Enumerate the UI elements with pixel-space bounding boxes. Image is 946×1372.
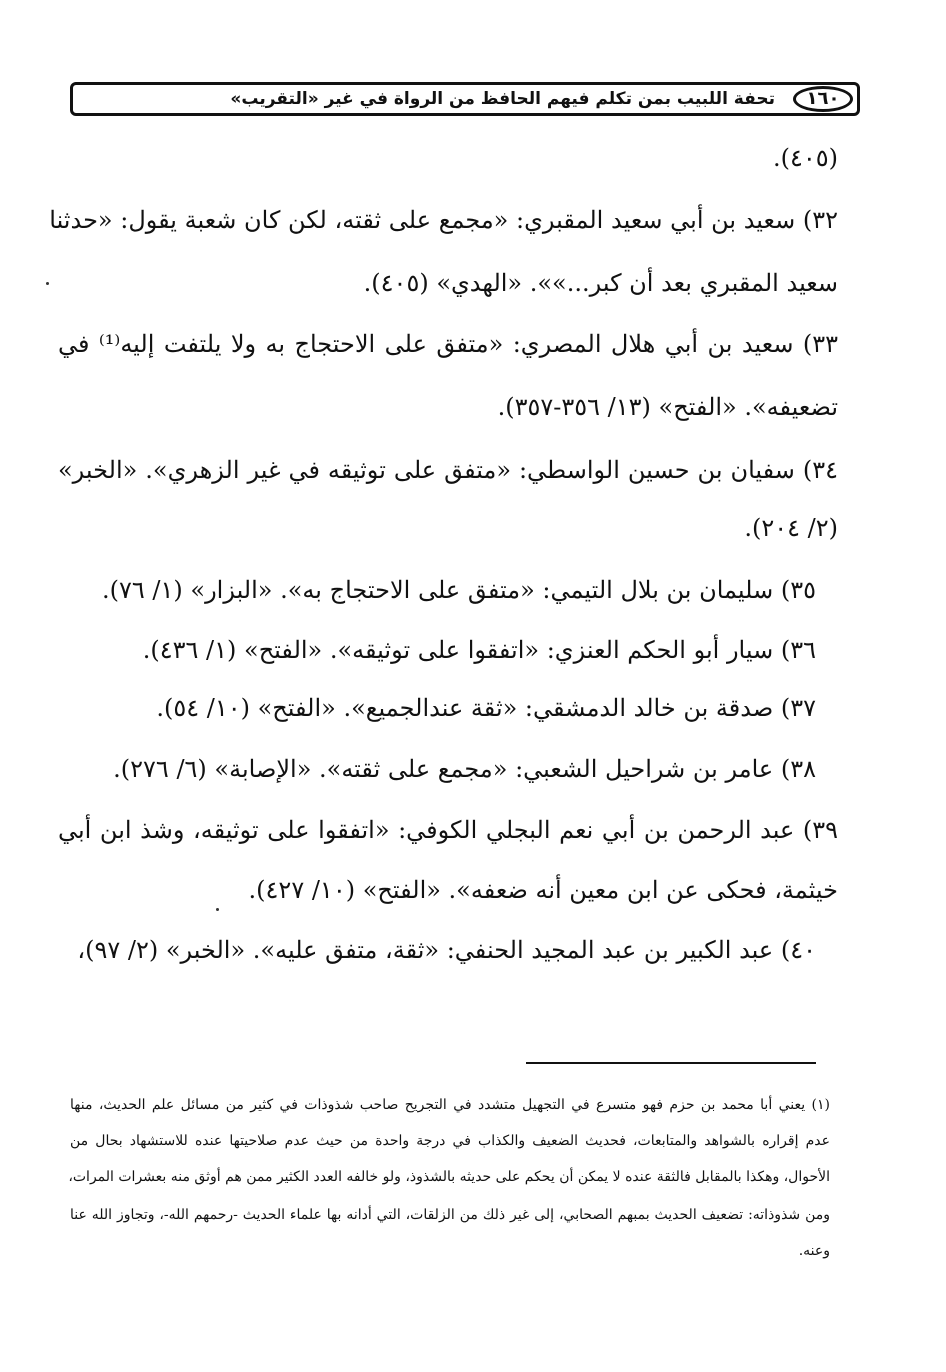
footnote-line: ومن شذوذاته: تضعيف الحديث بمبهم الصحابي، إلى غير ذلك من الزلقات، التي أدانه بها علماء الحديث -رحمهم الله-، وتجاوز الله عنا (70, 1207, 830, 1223)
footnote-line: عدم إقراره بالشواهد والمتابعات، فحديث الضعيف والكذاب في درجة واحدة من حيث عدم صلاحيتها عنده للاستشهاد بحال من (70, 1133, 830, 1149)
entry-34-line-2: (٢/ ٢٠٤). (744, 514, 838, 542)
text-line: (٤٠٥). (772, 144, 838, 172)
entry-37: ٣٧) صدقة بن خالد الدمشقي: «ثقة عندالجميع». «الفتح» (١٠/ ٥٤). (156, 694, 816, 722)
entry-34-line-1: ٣٤) سفيان بن حسين الواسطي: «متفق على توثيقه في غير الزهري». «الخبر» (58, 456, 838, 484)
entry-40: ٤٠) عبد الكبير بن عبد المجيد الحنفي: «ثقة، متفق عليه». «الخبر» (٢/ ٩٧)، (77, 936, 816, 964)
entry-38: ٣٨) عامر بن شراحيل الشعبي: «مجمع على ثقته». «الإصابة» (٦/ ٢٧٦). (113, 755, 816, 783)
entry-35: ٣٥) سليمان بن بلال التيمي: «متفق على الاحتجاج به». «البزار» (١/ ٧٦). (102, 576, 816, 604)
running-header (70, 82, 860, 116)
entry-32-line-1: ٣٢) سعيد بن أبي سعيد المقبري: «مجمع على ثقته، لكن كان شعبة يقول: «حدثنا (49, 206, 838, 234)
entry-33-line-2: تضعيفه». «الفتح» (١٣/ ٣٥٦-٣٥٧). (497, 393, 838, 421)
entry-36: ٣٦) سيار أبو الحكم العنزي: «اتفقوا على توثيقه». «الفتح» (١/ ٤٣٦). (142, 636, 816, 664)
scan-speck (46, 282, 49, 285)
footnote-line: (١) يعني أبا محمد بن حزم فهو متسرع في التجهيل متشدد في التجريح صاحب شذوذات في كثير من مسائل علم الحديث، منها (70, 1097, 830, 1113)
footnote-line: الأحوال، وهكذا بالمقابل فالثقة عنده لا يمكن أن يحكم على حديثه بالشذوذ، ولو خالفه العدد الكثير ممن هم أوثق منه بعشرات المرات، (68, 1169, 830, 1185)
entry-32-line-2: سعيد المقبري بعد أن كبر...»». «الهدي» (٤٠٥). (363, 269, 838, 297)
footnote-line: وعنه. (798, 1243, 830, 1259)
entry-39-line-2: خيثمة، فحكى عن ابن معين أنه ضعفه». «الفتح» (١٠/ ٤٢٧). (248, 876, 838, 904)
entry-33-line-1: ٣٣) سعيد بن أبي هلال المصري: «متفق على الاحتجاج به ولا يلتفت إليه⁽¹⁾ في (58, 330, 838, 358)
entry-39-line-1: ٣٩) عبد الرحمن بن أبي نعم البجلي الكوفي: «اتفقوا على توثيقه، وشذ ابن أبي (58, 816, 838, 844)
scan-speck (216, 908, 219, 911)
page-number: ١٦٠ (793, 86, 853, 112)
book-title: تحفة اللبيب بمن تكلم فيهم الحافظ من الرواة في غير «التقريب» (230, 89, 775, 109)
footnote-separator (526, 1062, 816, 1064)
